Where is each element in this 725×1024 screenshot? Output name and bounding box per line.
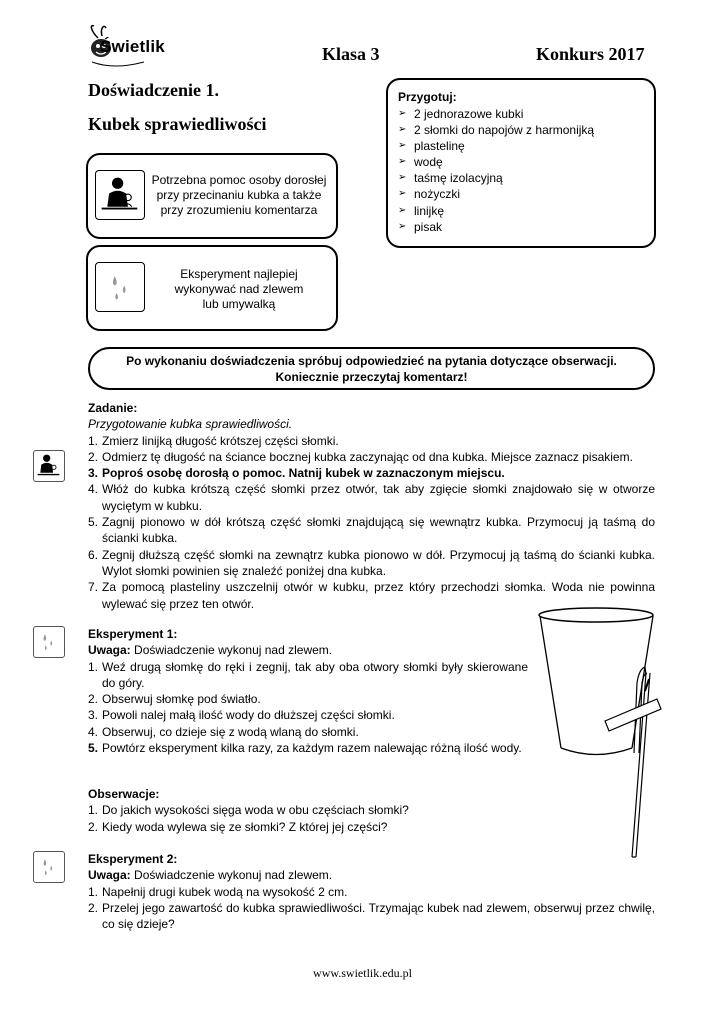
instruction-box <box>88 347 655 390</box>
experiment2-step: 2. Przelej jego zawartość do kubka sprawiedliwości. Trzymając kubek nad zlewem, obserwuj przez chwilę, co się dzieje? <box>88 900 655 932</box>
logo-text: Świetlik <box>100 37 165 56</box>
experiment2-warning: Uwaga: Doświadczenie wykonuj nad zlewem. <box>88 868 333 883</box>
arrow-bullet-icon: ➢ <box>398 204 407 216</box>
water-drops-icon <box>95 262 145 312</box>
arrow-bullet-icon: ➢ <box>398 172 407 184</box>
adult-help-icon <box>95 170 145 220</box>
prepare-title: Przygotuj: <box>398 90 457 104</box>
sink-line: Eksperyment najlepiej <box>180 267 298 281</box>
adult-help-line: przy zrozumieniu komentarza <box>160 203 318 217</box>
contest-label: Konkurs 2017 <box>536 44 645 64</box>
arrow-bullet-icon: ➢ <box>398 140 407 152</box>
adult-help-line: Potrzebna pomoc osoby dorosłej <box>151 173 327 187</box>
task-step: 5. Zagnij pionowo w dół krótszą część słomki znajdującą się wewnątrz kubka. Przymocuj ją taśmą do ścianki kubka. <box>88 515 655 546</box>
footer-url: www.swietlik.edu.pl <box>313 966 412 980</box>
observations-heading: Obserwacje: <box>88 787 160 801</box>
adult-help-line: przy przecinaniu kubka a także <box>156 188 322 202</box>
task-heading: Zadanie: <box>88 401 138 415</box>
instruction-line: Koniecznie przeczytaj komentarz! <box>275 369 468 384</box>
prepare-item: ➢ 2 jednorazowe kubki <box>398 107 524 121</box>
experiment1-warning: Uwaga: Doświadczenie wykonuj nad zlewem. <box>88 643 333 658</box>
experiment2-heading: Eksperyment 2: <box>88 852 178 866</box>
experiment1-section <box>88 626 528 756</box>
prepare-item: ➢ pisak <box>398 219 443 234</box>
arrow-bullet-icon: ➢ <box>398 220 407 232</box>
task-step: 4. Włóż do kubka krótszą część słomki przez otwór, tak aby zgięcie słomki znajdowało się w otworze wyciętym w kubku. <box>88 482 655 513</box>
class-label: Klasa 3 <box>322 44 380 64</box>
experiment-subtitle: Kubek sprawiedliwości <box>88 114 267 134</box>
cup-with-straw-illustration <box>533 603 663 863</box>
experiment1-step: 3. Powoli nalej małą ilość wody do dłuższej części słomki. <box>88 708 395 723</box>
experiment1-step: 5. Powtórz eksperyment kilka razy, za każdym razem nalewając różną ilość wody. <box>88 741 522 756</box>
prepare-item: ➢ linijkę <box>398 203 445 218</box>
experiment2-section <box>88 851 655 932</box>
prepare-item: ➢ 2 słomki do napojów z harmonijką <box>398 123 595 138</box>
task-step: 7. Za pomocą plasteliny uszczelnij otwór w kubku, przez który przechodzi słomka. Woda nie powinna wylewać się przez ten otwór. <box>88 580 655 611</box>
task-step: 6. Zegnij dłuższą część słomki na zewnątrz kubka pionowo w dół. Przymocuj ją taśmą do ścianki kubka. Wylot słomki powinien się znaleźć poniżej dna kubka. <box>88 547 655 578</box>
prepare-item: ➢ plastelinę <box>398 139 465 154</box>
task-intro: Przygotowanie kubka sprawiedliwości. <box>88 417 293 432</box>
arrow-bullet-icon: ➢ <box>398 108 407 119</box>
experiment2-step: 1. Napełnij drugi kubek wodą na wysokość 2 cm. <box>88 884 348 899</box>
task-section <box>88 400 655 612</box>
observation-question: 1. Do jakich wysokości sięga woda w obu częściach słomki? <box>88 803 409 818</box>
experiment1-step: 4. Obserwuj, co dzieje się z wodą wlaną do słomki. <box>88 724 359 739</box>
task-step: 3. Poproś osobę dorosłą o pomoc. Natnij kubek w zaznaczonym miejscu. <box>88 466 505 481</box>
arrow-bullet-icon: ➢ <box>398 156 407 168</box>
instruction-line: Po wykonaniu doświadczenia spróbuj odpowiedzieć na pytania dotyczące obserwacji. <box>126 354 617 368</box>
experiment1-step: 2. Obserwuj słomkę pod światło. <box>88 692 261 707</box>
prepare-item: ➢ nożyczki <box>398 187 461 202</box>
sink-line: wykonywać nad zlewem <box>174 282 304 296</box>
experiment-title: Doświadczenie 1. <box>88 80 219 100</box>
observation-question: 2. Kiedy woda wylewa się ze słomki? Z której jej części? <box>88 819 388 834</box>
adult-help-icon <box>33 450 65 482</box>
arrow-bullet-icon: ➢ <box>398 124 407 136</box>
sink-line: lub umywalką <box>202 297 276 311</box>
experiment1-heading: Eksperyment 1: <box>88 627 178 641</box>
arrow-bullet-icon: ➢ <box>398 188 407 200</box>
prepare-item: ➢ taśmę izolacyjną <box>398 171 503 186</box>
prepare-item: ➢ wodę <box>398 155 443 170</box>
water-drops-icon <box>33 851 65 883</box>
prepare-list <box>398 106 594 235</box>
task-step: 1. Zmierz linijką długość krótszej części słomki. <box>88 433 339 448</box>
adult-help-note <box>86 153 338 239</box>
observations-section <box>88 786 528 835</box>
sink-note <box>86 245 338 331</box>
task-step: 2. Odmierz tę długość na ściance bocznej kubka zaczynając od dna kubka. Miejsce zaznacz pisakiem. <box>88 449 633 464</box>
water-drops-icon <box>33 626 65 658</box>
experiment1-step: 1. Weź drugą słomkę do ręki i zegnij, tak aby oba otwory słomki były skierowane do góry. <box>88 659 528 690</box>
prepare-box <box>386 78 656 248</box>
